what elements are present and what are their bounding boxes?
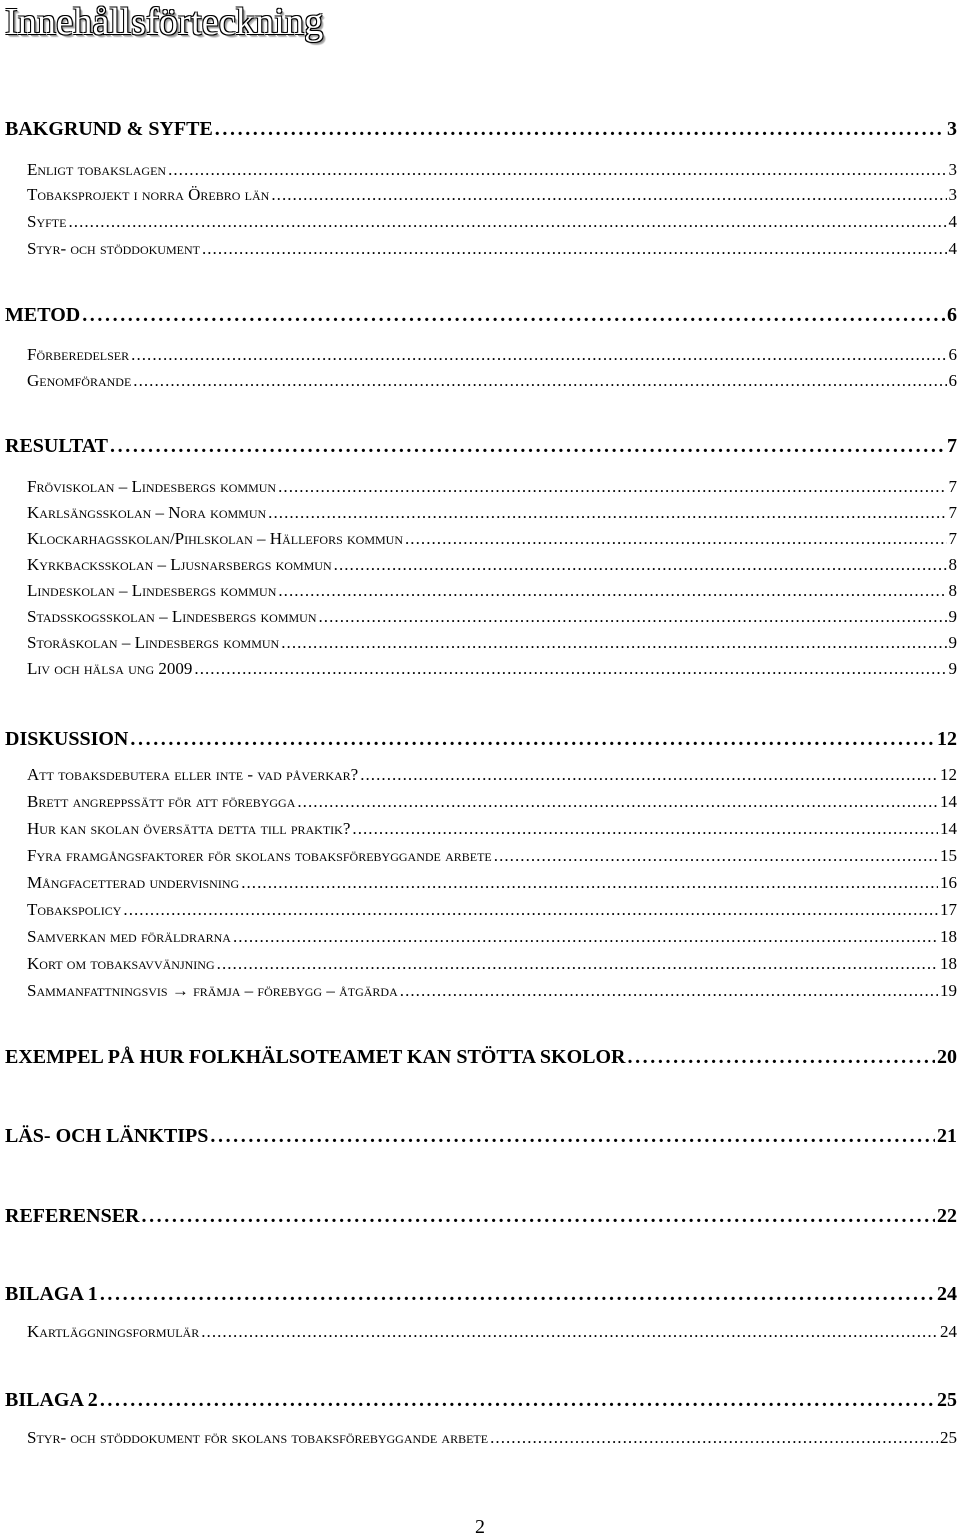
toc-entry[interactable] [27,1319,957,1345]
toc-page-number: 22 [937,1205,957,1227]
dot-leader [217,951,938,977]
toc-heading[interactable] [5,726,957,752]
toc-heading[interactable] [5,1281,957,1307]
dot-leader [130,726,935,752]
dot-leader [82,302,945,328]
toc-label: Styr- och stöddokument för skolans tobaksförebyggande arbete [27,1428,489,1447]
toc-label: EXEMPEL PÅ HUR FOLKHÄLSOTEAMET KAN STÖTTA SKOLOR [5,1046,626,1068]
dot-leader [202,236,947,262]
toc-label: BILAGA 1 [5,1283,98,1305]
toc-page-number: 6 [948,345,957,364]
toc-label: Karlsängsskolan – Nora kommun [27,503,267,522]
toc-entry[interactable] [27,578,957,604]
toc-page-number: 6 [948,371,957,390]
toc-page-number: 4 [948,239,957,258]
toc-label: Brett angreppssätt för att förebygga [27,792,296,811]
toc-entry[interactable] [27,604,957,630]
toc-heading[interactable] [5,302,957,328]
dot-leader [278,474,946,500]
dot-leader [494,843,938,869]
toc-page-number: 15 [940,846,957,865]
toc-entry[interactable] [27,789,957,815]
toc-entry[interactable] [27,843,957,869]
toc-entry[interactable] [27,630,957,656]
toc-page-number: 6 [947,304,957,326]
page-title: Innehållsförteckning [5,1,324,43]
toc-label: Samverkan med föräldrarna [27,927,231,946]
toc-label: LÄS- OCH LÄNKTIPS [5,1125,209,1147]
dot-leader [334,552,947,578]
toc-page-number: 24 [937,1283,957,1305]
dot-leader [68,209,946,235]
toc-page-number: 8 [948,581,957,600]
toc-page-number: 16 [940,873,957,892]
toc-entry[interactable] [27,500,957,526]
toc-label: Storåskolan – Lindesbergs kommun [27,633,280,652]
toc-page-number: 25 [940,1428,957,1447]
toc-label: Styr- och stöddokument [27,239,200,258]
dot-leader [281,630,946,656]
toc-label: Klockarhagsskolan/Pihlskolan – Hällefors kommun [27,529,403,548]
toc-heading[interactable] [5,1123,957,1149]
toc-label: Att tobaksdebutera eller inte - vad påverkar? [27,765,359,784]
toc-entry[interactable] [27,656,957,682]
toc-label: Tobaksprojekt i norra Örebro län [27,185,270,204]
dot-leader [123,897,938,923]
toc-label: Fröviskolan – Lindesbergs kommun [27,477,277,496]
dot-leader [131,342,946,368]
dot-leader [241,870,938,896]
toc-page-number: 20 [937,1046,957,1068]
dot-leader [168,157,946,183]
toc-label: Fyra framgångsfaktorer för skolans tobaksförebyggande arbete [27,846,492,865]
toc-label: Mångfacetterad undervisning [27,873,240,892]
toc-page-number: 9 [948,633,957,652]
toc-entry[interactable] [27,762,957,788]
dot-leader [133,368,946,394]
toc-entry[interactable] [27,368,957,394]
dot-leader [490,1425,938,1451]
toc-entry[interactable] [27,978,957,1004]
toc-page-number: 7 [948,477,957,496]
toc-label: Kartläggningsformulär [27,1322,200,1341]
dot-leader [141,1203,935,1229]
toc-entry[interactable] [27,182,957,208]
dot-leader [278,578,946,604]
toc-page-number: 18 [940,954,957,973]
dot-leader [210,1123,935,1149]
toc-label: Lindeskolan – Lindesbergs kommun [27,581,277,600]
dot-leader [271,182,946,208]
toc-label: Sammanfattningsvis → främja – förebygg – åtgärda [27,981,398,1000]
toc-page-number: 7 [948,503,957,522]
toc-page-number: 3 [947,118,957,140]
toc-entry[interactable] [27,526,957,552]
toc-page-number: 4 [948,212,957,231]
toc-label: Förberedelser [27,345,130,364]
toc-page-number: 9 [948,659,957,678]
dot-leader [352,816,938,842]
dot-leader [405,526,947,552]
toc-entry[interactable] [27,870,957,896]
toc-page-number: 7 [947,435,957,457]
dot-leader [194,656,946,682]
toc-heading[interactable] [5,1044,957,1070]
toc-page-number: 17 [940,900,957,919]
toc-label: BILAGA 2 [5,1389,98,1411]
toc-entry[interactable] [27,209,957,235]
toc-entry[interactable] [27,897,957,923]
dot-leader [627,1044,935,1070]
toc-page-number: 9 [948,607,957,626]
toc-heading[interactable] [5,1203,957,1229]
dot-leader [297,789,938,815]
toc-page-number: 3 [948,160,957,179]
toc-entry[interactable] [27,552,957,578]
toc-page-number: 14 [940,792,957,811]
toc-label: DISKUSSION [5,728,129,750]
dot-leader [100,1387,935,1413]
dot-leader [110,433,945,459]
toc-entry[interactable] [27,816,957,842]
toc-entry[interactable] [27,236,957,262]
toc-entry[interactable] [27,342,957,368]
toc-label: Genomförande [27,371,132,390]
toc-label: Hur kan skolan översätta detta till praktik? [27,819,351,838]
dot-leader [268,500,946,526]
toc-entry[interactable] [27,474,957,500]
page-number: 2 [475,1516,485,1538]
toc-label: Kyrkbacksskolan – Ljusnarsbergs kommun [27,555,332,574]
toc-page-number: 7 [948,529,957,548]
toc-label: REFERENSER [5,1205,140,1227]
toc-label: Syfte [27,212,67,231]
dot-leader [100,1281,935,1307]
toc-page-number: 12 [937,728,957,750]
toc-page-number: 19 [940,981,957,1000]
dot-leader [319,604,947,630]
toc-page-number: 8 [948,555,957,574]
toc-page-number: 25 [937,1389,957,1411]
toc-label: Enligt tobakslagen [27,160,167,179]
toc-entry[interactable] [27,924,957,950]
dot-leader [201,1319,938,1345]
toc-label: BAKGRUND & SYFTE [5,118,213,140]
toc-page-number: 24 [940,1322,957,1341]
dot-leader [233,924,938,950]
toc-heading[interactable] [5,1387,957,1413]
toc-label: Liv och hälsa ung 2009 [27,659,193,678]
toc-label: METOD [5,304,81,326]
toc-entry[interactable] [27,157,957,183]
dot-leader [215,116,945,142]
toc-page-number: 18 [940,927,957,946]
toc-page-number: 3 [948,185,957,204]
toc-page-number: 14 [940,819,957,838]
toc-label: Stadsskogsskolan – Lindesbergs kommun [27,607,317,626]
dot-leader [400,978,938,1004]
toc-label: Tobakspolicy [27,900,122,919]
toc-entry[interactable] [27,951,957,977]
toc-label: Kort om tobaksavvänjning [27,954,215,973]
toc-entry[interactable] [27,1425,957,1451]
toc-label: RESULTAT [5,435,109,457]
toc-page-number: 21 [937,1125,957,1147]
dot-leader [360,762,938,788]
toc-heading[interactable] [5,433,957,459]
toc-page-number: 12 [940,765,957,784]
toc-heading[interactable] [5,116,957,142]
